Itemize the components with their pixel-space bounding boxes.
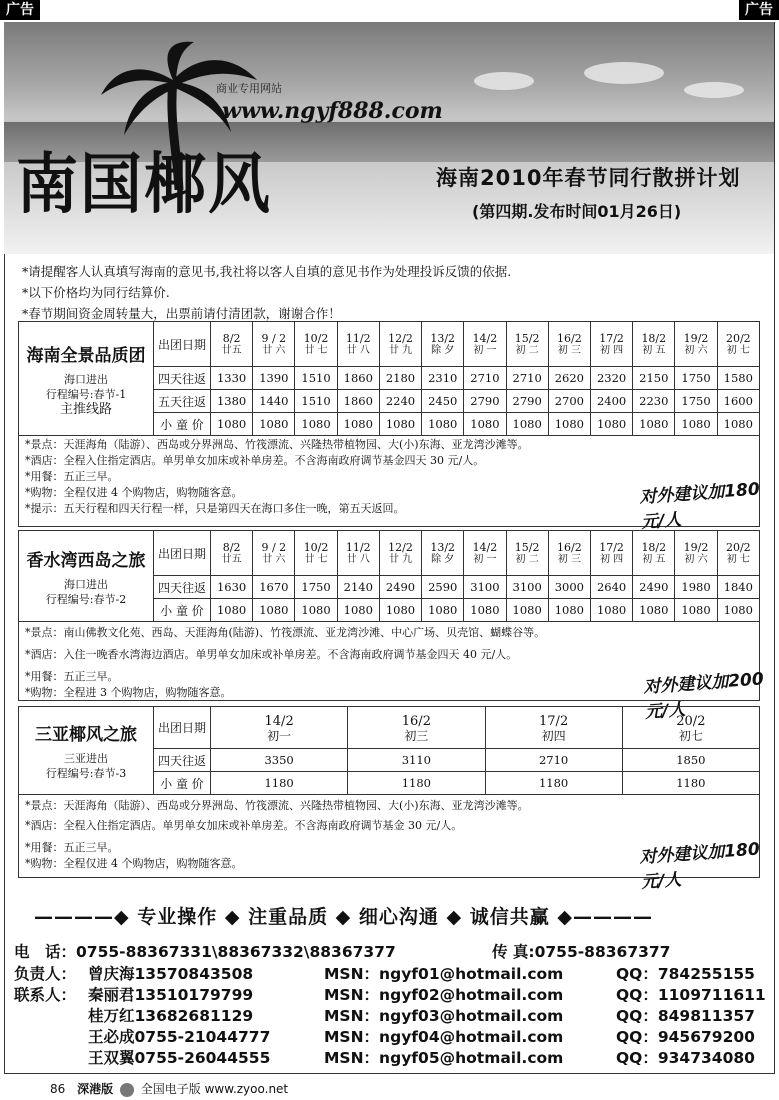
price-label: 五天往返 [154,390,211,413]
fax-number: 0755-88367377 [534,943,671,961]
brand-logo-text: 南国椰风 [16,145,273,223]
contact-qq: QQ：945679200 [616,1028,755,1046]
date-cell: 19/2 初 六 [675,322,717,367]
date-cell: 14/2 初一 [211,707,348,749]
price-cell: 1080 [464,599,506,622]
date-label: 出团日期 [154,322,211,367]
date-cell: 20/2 初 七 [717,531,759,576]
price-cell: 2710 [464,367,506,390]
price-label: 四天往返 [154,576,211,599]
date-cell: 13/2 除 夕 [422,322,464,367]
date-cell: 10/2 廿 七 [295,322,337,367]
corner-ad-label-left: 广告 [0,0,40,20]
date-cell: 19/2 初 六 [675,531,717,576]
contact-qq: QQ：934734080 [616,1049,755,1067]
tour-table [18,530,760,622]
price-cell: 3350 [211,749,348,772]
date-cell: 12/2 廿 九 [379,322,421,367]
fax-label: 传 真: [492,943,535,961]
price-cell: 1080 [506,599,548,622]
info-line: *酒店：全程入住指定酒店。单男单女加床或补单房差。不含海南政府调节基金 30 元/人。 [25,819,463,832]
route-sub: 行程编号:春节-3 [45,767,127,780]
price-cell: 2490 [633,576,675,599]
price-cell: 1080 [337,599,379,622]
price-cell: 2590 [422,576,464,599]
banner-subsite: 商业专用网站 [216,82,282,95]
contact-role: 联系人： [14,986,77,1004]
banner-url: www.ngyf888.com [222,98,443,124]
info-line: *景点：南山佛教文化苑、西岛、天涯海角(陆游)、竹筏漂流、亚龙湾沙滩、中心广场、贝壳馆、蝴蝶谷等。 [25,626,546,639]
date-label: 出团日期 [154,707,211,749]
price-cell: 2140 [337,576,379,599]
date-cell: 14/2 初 一 [464,322,506,367]
route-sub: 海口进出 [64,577,108,591]
route-name: 三亚椰风之旅 [35,725,137,745]
price-cell: 1080 [590,413,632,436]
price-cell: 2400 [590,390,632,413]
contact-msn: MSN：ngyf01@hotmail.com [324,965,564,983]
date-label: 出团日期 [154,531,211,576]
price-cell: 1860 [337,367,379,390]
info-line: *提示：五天行程和四天行程一样，只是第四天在海口多住一晚，第五天返回。 [25,502,405,515]
route-cell [19,531,154,622]
route-sub: 主推线路 [59,401,112,417]
price-cell: 1080 [337,413,379,436]
price-label: 小 童 价 [154,772,211,795]
price-cell: 3100 [506,576,548,599]
info-line: *购物：全程仅进 4 个购物店，购物随客意。 [25,857,243,870]
price-cell: 1750 [295,576,337,599]
contact-msn: MSN：ngyf05@hotmail.com [324,1049,564,1067]
price-cell: 2180 [379,367,421,390]
date-cell: 11/2 廿 八 [337,322,379,367]
info-line: *景点：天涯海角（陆游）、西岛或分界洲岛、竹筏漂流、兴隆热带植物园、大(小)东海、亚龙湾沙滩等。 [25,799,529,812]
price-cell: 2490 [379,576,421,599]
price-cell: 1440 [253,390,295,413]
price-cell: 1080 [548,599,590,622]
price-cell: 1080 [295,413,337,436]
price-cell: 1380 [211,390,253,413]
contact-qq: QQ：849811357 [616,1007,755,1025]
price-cell: 3000 [548,576,590,599]
price-cell: 1180 [211,772,348,795]
price-cell: 1080 [590,599,632,622]
price-cell: 2240 [379,390,421,413]
info-line: *酒店：入住一晚香水湾海边酒店。单男单女加床或补单房差。不含海南政府调节基金四天 40 元/人。 [25,648,518,661]
route-cell [19,707,154,795]
notes-block [22,261,511,324]
price-cell: 1080 [464,413,506,436]
price-cell: 3100 [464,576,506,599]
price-cell: 1080 [633,599,675,622]
fax-row [492,940,670,962]
date-cell: 20/2 初七 [622,707,759,749]
date-cell: 17/2 初 四 [590,531,632,576]
price-cell: 1080 [675,599,717,622]
price-cell: 1600 [717,390,759,413]
price-cell: 1080 [253,413,295,436]
route-sub: 行程编号:春节-2 [45,592,127,606]
price-cell: 1750 [675,390,717,413]
note-line: *春节期间资金周转量大，出票前请付清团款，谢谢合作！ [22,306,341,321]
edition-label: 深港版 [77,1082,114,1096]
price-cell: 1080 [717,599,759,622]
price-cell: 1390 [253,367,295,390]
header-banner [4,22,774,254]
date-cell: 13/2 除 夕 [422,531,464,576]
contact-name-phone: 王必成0755-21044777 [88,1028,271,1046]
price-cell: 1080 [211,599,253,622]
note-line: *请提醒客人认真填写海南的意见书,我社将以客人自填的意见书作为处理投诉反馈的依据. [22,264,512,279]
price-cell: 1080 [422,413,464,436]
price-cell: 2320 [590,367,632,390]
suggested-markup: 对外建议加180元/人 [638,479,761,533]
date-cell: 17/2 初 四 [590,322,632,367]
price-cell: 1580 [717,367,759,390]
price-cell: 1080 [548,413,590,436]
contact-name-phone: 曾庆海13570843508 [88,965,254,983]
phone-row [14,940,396,962]
price-cell: 1330 [211,367,253,390]
info-line: *购物：全程仅进 4 个购物店，购物随客意。 [25,486,243,499]
price-cell: 1080 [717,413,759,436]
date-cell: 11/2 廿 八 [337,531,379,576]
price-cell: 1860 [337,390,379,413]
price-cell: 2790 [464,390,506,413]
plan-issue: (第四期.发布时间01月26日) [472,202,682,221]
footer [50,1080,288,1097]
phone-label: 电 话： [14,943,77,961]
date-cell: 20/2 初 七 [717,322,759,367]
info-line: *购物：全程进 3 个购物店，购物随客意。 [25,686,232,699]
price-cell: 1750 [675,367,717,390]
price-cell: 1080 [253,599,295,622]
price-cell: 2450 [422,390,464,413]
page-number: 86 [50,1082,66,1096]
phone-number: 0755-88367331\88367332\88367377 [76,943,396,961]
date-cell: 8/2 廿五 [211,322,253,367]
price-cell: 1180 [622,772,759,795]
plan-title: 海南2010年春节同行散拼计划 [436,166,741,190]
price-cell: 2790 [506,390,548,413]
note-line: *以下价格均为同行结算价. [22,285,170,300]
route-name: 香水湾西岛之旅 [26,550,146,571]
price-cell: 1080 [211,413,253,436]
date-cell: 9 / 2 廿 六 [253,322,295,367]
cloud-shape [474,72,534,90]
price-cell: 1180 [348,772,485,795]
price-cell: 1850 [622,749,759,772]
corner-ad-label-right: 广告 [739,0,779,20]
price-cell: 1080 [506,413,548,436]
info-line: *景点：天涯海角（陆游）、西岛或分界洲岛、竹筏漂流、兴隆热带植物园、大(小)东海、亚龙湾沙滩等。 [25,438,529,451]
cloud-shape [584,62,664,84]
contact-name-phone: 桂万红13682681129 [88,1007,254,1025]
price-cell: 1180 [485,772,622,795]
date-cell: 16/2 初 三 [548,531,590,576]
date-cell: 8/2 廿五 [211,531,253,576]
contact-name-phone: 王双翼0755-26044555 [88,1049,271,1067]
price-cell: 1080 [675,413,717,436]
price-cell: 2640 [590,576,632,599]
price-cell: 1080 [379,599,421,622]
date-cell: 15/2 初 二 [506,322,548,367]
price-cell: 2710 [506,367,548,390]
info-line: *用餐：五正三早。 [25,470,119,483]
price-cell: 2230 [633,390,675,413]
price-cell: 1630 [211,576,253,599]
suggested-markup: 对外建议加180元/人 [638,839,761,893]
price-cell: 2710 [485,749,622,772]
route-sub: 行程编号:春节-1 [45,387,127,401]
route-sub: 三亚进出 [64,752,108,765]
contact-msn: MSN：ngyf04@hotmail.com [324,1028,564,1046]
price-cell: 1080 [295,599,337,622]
date-cell: 12/2 廿 九 [379,531,421,576]
price-label: 小 童 价 [154,599,211,622]
price-cell: 1670 [253,576,295,599]
cloud-shape [684,82,744,98]
price-cell: 1840 [717,576,759,599]
contact-qq: QQ：784255155 [616,965,755,983]
price-cell: 1510 [295,367,337,390]
price-cell: 2150 [633,367,675,390]
tour-table [18,706,760,795]
contact-qq: QQ：1109711611 [616,986,766,1004]
date-cell: 9 / 2 廿 六 [253,531,295,576]
price-label: 四天往返 [154,367,211,390]
tour-table [18,321,760,436]
contact-msn: MSN：ngyf03@hotmail.com [324,1007,564,1025]
price-label: 小 童 价 [154,413,211,436]
date-cell: 18/2 初 五 [633,322,675,367]
route-name: 海南全景品质团 [26,345,146,366]
contact-msn: MSN：ngyf02@hotmail.com [324,986,564,1004]
price-cell: 2620 [548,367,590,390]
info-line: *酒店：全程入住指定酒店。单男单女加床或补单房差。不含海南政府调节基金四天 30 元/人。 [25,454,485,467]
date-cell: 17/2 初四 [485,707,622,749]
price-cell: 1510 [295,390,337,413]
info-line: *用餐：五正三早。 [25,841,119,854]
price-cell: 1980 [675,576,717,599]
date-cell: 16/2 初 三 [548,322,590,367]
footer-site: 全国电子版 www.zyoo.net [140,1082,289,1096]
date-cell: 14/2 初 一 [464,531,506,576]
contact-name-phone: 秦丽君13510179799 [88,986,254,1004]
route-sub: 海口进出 [64,372,108,386]
date-cell: 16/2 初三 [348,707,485,749]
contact-role: 负责人： [14,965,77,983]
date-cell: 18/2 初 五 [633,531,675,576]
info-line: *用餐：五正三早。 [25,670,119,683]
date-cell: 15/2 初 二 [506,531,548,576]
price-cell: 1080 [633,413,675,436]
route-cell [19,322,154,436]
suggested-markup: 对外建议加200元/人 [642,669,765,723]
price-cell: 2310 [422,367,464,390]
price-label: 四天往返 [154,749,211,772]
price-cell: 1080 [379,413,421,436]
publisher-seal-icon [120,1083,134,1097]
slogan: ————◆ 专业操作 ◆ 注重品质 ◆ 细心沟通 ◆ 诚信共赢 ◆———— [34,906,653,928]
price-cell: 1080 [422,599,464,622]
price-cell: 3110 [348,749,485,772]
price-cell: 2700 [548,390,590,413]
date-cell: 10/2 廿 七 [295,531,337,576]
